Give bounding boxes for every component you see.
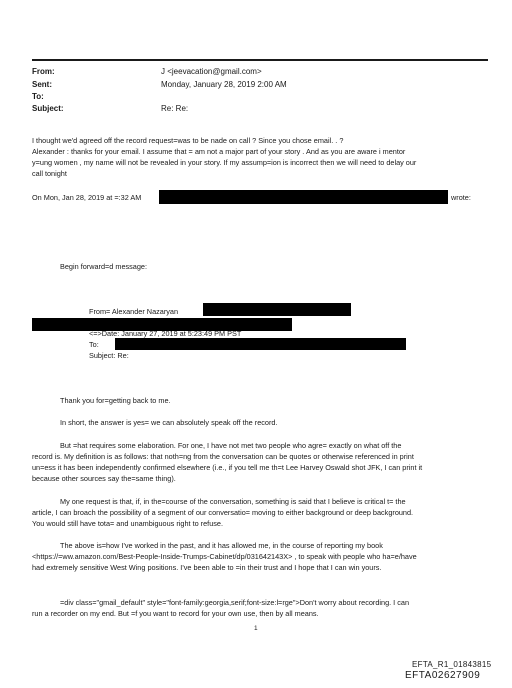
reply-line-4: call tonight	[32, 169, 67, 178]
body-paragraph-3-line: record is. My definition is as follows: that noth=ng from the conversation can be quotes or otherwise referenced in print	[32, 452, 414, 461]
body-paragraph-3-line: But =hat requires some elaboration. For one, I have not met two people who agre= exactly on what off the	[60, 441, 402, 450]
redaction-bar	[115, 338, 406, 350]
header-rule	[32, 59, 488, 61]
sent-label: Sent:	[32, 80, 52, 89]
from-label: From:	[32, 67, 55, 76]
body-paragraph-1: Thank you for=getting back to me.	[60, 396, 171, 405]
body-paragraph-4-line: My one request is that, if, in the=course of the conversation, something is said that I believe is critical t= the	[60, 497, 406, 506]
sent-value: Monday, January 28, 2019 2:00 AM	[161, 80, 287, 89]
forward-date: <=>Date: January 27, 2019 at 5:23:49 PM PST	[89, 329, 242, 338]
body-paragraph-4-line: You would still have tota= and unambiguous right to refuse.	[32, 519, 223, 528]
forward-to: To:	[89, 340, 99, 349]
reply-line-3: y=ung women , my name will not be revealed in your story. If my assump=ion is incorrect then we will need to delay our	[32, 158, 417, 167]
body-paragraph-6-line: run a recorder on my end. But =f you want to record for your own use, then by all means.	[32, 609, 319, 618]
body-paragraph-3-line: because other sources say the=same thing).	[32, 474, 176, 483]
subject-value: Re: Re:	[161, 104, 189, 113]
forward-from: From= Alexander Nazaryan	[89, 307, 179, 316]
quote-wrote: wrote:	[451, 193, 471, 202]
redaction-bar	[159, 190, 448, 204]
to-label: To:	[32, 92, 44, 101]
body-paragraph-4-line: article, I can broach the possibility of a segment of our conversatio= moving to either background or deep background.	[32, 508, 414, 517]
body-paragraph-3-line: un=ess it has been independently confirmed elsewhere (i.e., if you tell me th=t Lee Harvey Oswald shot JFK, I can print it	[32, 463, 423, 472]
body-paragraph-5-line: <https://=ww.amazon.com/Best-People-Inside-Trumps-Cabinet/dp/031642143X> , to speak with people who ha=e/have	[32, 552, 417, 561]
forward-begin: Begin forward=d message:	[60, 262, 148, 271]
redaction-bar	[203, 303, 351, 316]
footer-id-large: EFTA02627909	[405, 670, 481, 681]
reply-line-2: Alexander : thanks for your email. I assume that = am not a major part of your story . And as you are aware i mentor	[32, 147, 406, 156]
body-paragraph-6-line: =div class="gmail_default" style="font-family:georgia,serif;font-size:l=rge">Don't worry about recording. I can	[60, 598, 409, 607]
body-paragraph-2: In short, the answer is yes= we can absolutely speak off the record.	[60, 418, 278, 427]
forward-subject: Subject: Re:	[89, 351, 129, 360]
from-value: J <jeevacation@gmail.com>	[161, 67, 262, 76]
body-paragraph-5-line: The above is=how I've worked in the past, and it has allowed me, in the course of reporting my book	[60, 541, 383, 550]
footer-id-small: EFTA_R1_01843815	[412, 660, 492, 669]
reply-line-1: I thought we'd agreed off the record request=was to be nade on call ? Since you chose email. . ?	[32, 136, 344, 145]
quote-on-text: On Mon, Jan 28, 2019 at =:32 AM	[32, 193, 142, 202]
body-paragraph-5-line: had extremely sensitive West Wing positions. I've been able to =in their trust and I hope that I can win yours.	[32, 563, 382, 572]
page-number: 1	[254, 625, 258, 632]
subject-label: Subject:	[32, 104, 64, 113]
